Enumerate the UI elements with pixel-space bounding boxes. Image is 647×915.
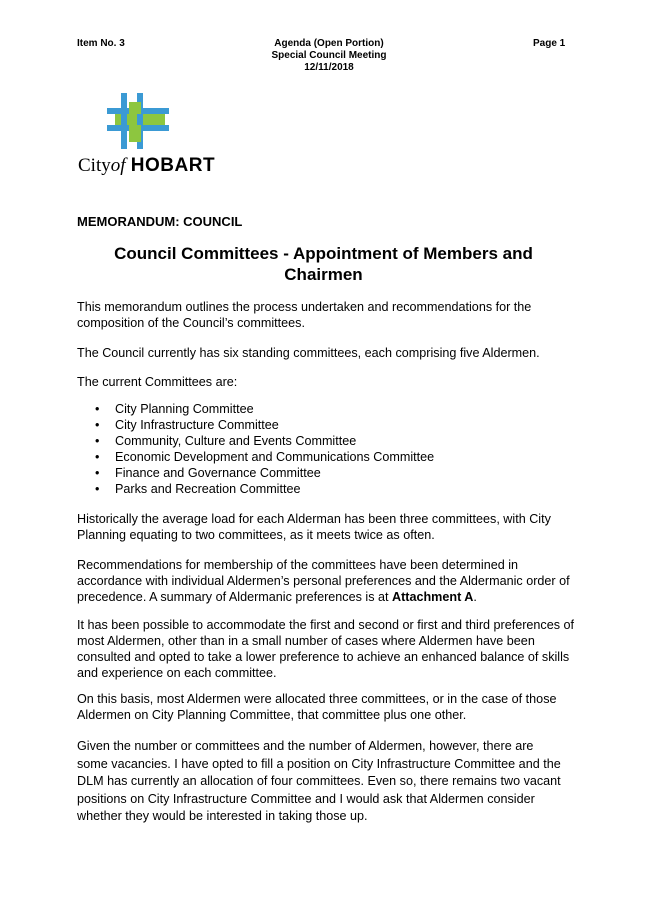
memo-label: MEMORANDUM: COUNCIL — [77, 214, 243, 229]
item-number: Item No. 3 — [77, 38, 125, 49]
paragraph-historical-load: Historically the average load for each Alderman has been three committees, with City Planning equating to two committees, as it meets twice as often. — [77, 512, 551, 542]
committee-name: Economic Development and Communications Committee — [115, 450, 435, 464]
logo-of: of — [110, 155, 126, 176]
recommendations-text: Recommendations for membership of the committees have been determined in accordance with individual Aldermen’s personal preferences and the Aldermanic order of precedence. A summary of Aldermanic preferences is at — [77, 558, 570, 604]
page-number: Page 1 — [533, 38, 566, 49]
committee-name: City Infrastructure Committee — [115, 418, 279, 432]
agenda-date: 12/11/2018 — [304, 62, 354, 73]
logo-hobart: HOBART — [130, 155, 216, 176]
bullet-icon: • — [95, 466, 100, 480]
list-item — [77, 449, 434, 465]
bullet-icon: • — [95, 434, 100, 448]
bullet-icon: • — [95, 402, 100, 416]
committee-name: Finance and Governance Committee — [115, 466, 321, 480]
recommendations-end: . — [473, 590, 477, 604]
paragraph-allocation: On this basis, most Aldermen were allocated three committees, or in the case of those Aldermen on City Planning Committee, that committee plus one other. — [77, 692, 557, 722]
paragraph-preferences: It has been possible to accommodate the first and second or first and third preferences of most Aldermen, other than in a small number of cases where Aldermen have been consulted and opted to take a lower preference to achieve an enhanced balance of skills and experience on each committee. — [77, 618, 575, 680]
paragraph-vacancies: Given the number or committees and the number of Aldermen, however, there are some vacancies. I have opted to fill a position on City Infrastructure Committee and the DLM has currently an allocation of four committees. Even so, there remains two vacant positions on City Infrastructure Committee and I would ask that Aldermen consider whether they would be interested in taking those up. — [77, 739, 561, 823]
logo-city: City — [78, 155, 111, 176]
page-title: Council Committees - Appointment of Members and Chairmen — [114, 244, 533, 284]
paragraph-recommendations — [77, 557, 575, 605]
bullet-icon: • — [95, 482, 100, 496]
committee-name: Community, Culture and Events Committee — [115, 434, 357, 448]
city-of-hobart-logo-mark — [107, 93, 169, 149]
committee-name: Parks and Recreation Committee — [115, 482, 301, 496]
list-item — [77, 481, 434, 497]
agenda-heading — [200, 38, 458, 74]
committee-list — [77, 401, 434, 497]
attachment-reference: Attachment A — [392, 590, 474, 604]
list-item — [77, 417, 434, 433]
list-item — [77, 465, 434, 481]
paragraph-current-committees: The current Committees are: — [77, 375, 238, 389]
agenda-line-1: Agenda (Open Portion) — [274, 38, 384, 49]
agenda-line-2: Special Council Meeting — [271, 50, 387, 61]
logo-wordmark — [78, 155, 215, 177]
paragraph-standing-committees: The Council currently has six standing committees, each comprising five Aldermen. — [77, 346, 540, 360]
committee-name: City Planning Committee — [115, 402, 254, 416]
list-item — [77, 433, 434, 449]
list-item — [77, 401, 434, 417]
bullet-icon: • — [95, 450, 100, 464]
bullet-icon: • — [95, 418, 100, 432]
paragraph-intro: This memorandum outlines the process undertaken and recommendations for the composition of the Council’s committees. — [77, 300, 532, 330]
